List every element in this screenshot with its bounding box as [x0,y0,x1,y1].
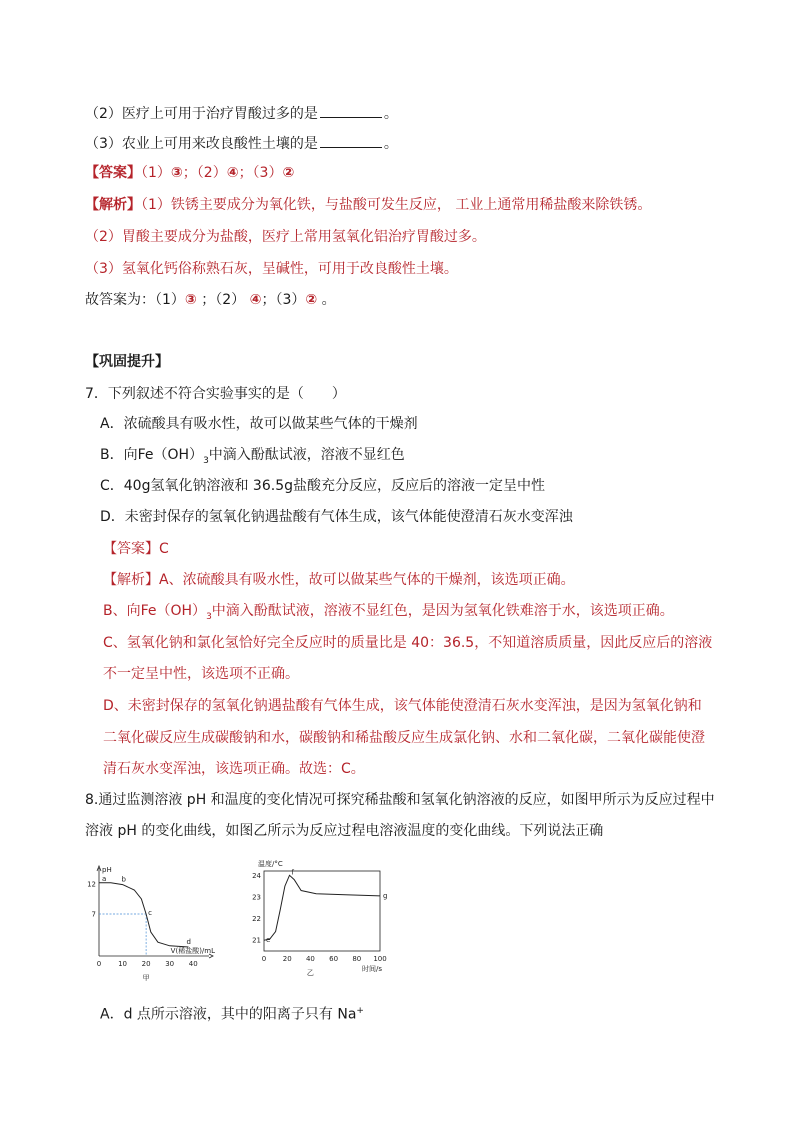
explanation-d-1: D、未密封保存的氢氧化钠遇盐酸有气体生成，该气体能使澄清石灰水变浑浊，是因为氢氧化钠和 [103,698,702,714]
x-tick-label: 20 [282,955,292,963]
point-label-g: g [383,891,388,900]
y-tick-label: 7 [91,910,96,919]
chart-caption: 甲 [142,974,150,982]
question-3: （3）农业上可用来改良酸性土壤的是 。 [85,136,398,152]
ph-chart [85,862,250,984]
point-label-b: b [121,875,127,884]
x-tick-label: 40 [188,960,198,968]
question-8-line-1: 8.通过监测溶液 pH 和温度的变化情况可探究稀盐酸和氢氧化钠溶液的反应，如图甲所示为反应过程中 [85,792,715,808]
temperature-curve [264,875,380,940]
explanation-a: 【解析】A、浓硫酸具有吸水性，故可以做某些气体的干燥剂，该选项正确。 [103,572,575,588]
x-tick-label: 80 [352,955,362,963]
point-label-c: c [148,909,152,917]
option-d: D．未密封保存的氢氧化钠遇盐酸有气体生成，该气体能使澄清石灰水变浑浊 [100,509,573,525]
y-tick-label: 23 [252,893,261,902]
x-tick-label: 0 [96,960,102,968]
x-tick-label: 0 [261,955,267,963]
x-tick-label: 10 [118,960,128,968]
answer-blank[interactable] [320,105,382,118]
y-axis-label: 温度/°C [258,860,283,868]
explanation-d-2: 二氧化碳反应生成碳酸钠和水，碳酸钠和稀盐酸反应生成氯化钠、水和二氧化碳，二氧化碳能使澄 [103,730,705,746]
explanation-c-2: 不一定呈中性，该选项不正确。 [103,666,299,682]
x-tick-label: 100 [373,955,387,963]
y-axis-label: pH [102,866,112,874]
x-tick-label: 30 [165,960,175,968]
point-label-f: f [291,868,294,877]
y-tick-label: 12 [87,880,96,889]
point-label-a: a [102,874,107,883]
question-8-line-2: 溶液 pH 的变化曲线，如图乙所示为反应过程电溶液温度的变化曲线。下列说法正确 [85,823,604,839]
x-axis-label: 时间/s [362,965,383,973]
option-a: A．浓硫酸具有吸水性，故可以做某些气体的干燥剂 [100,416,418,432]
final-answer: 故答案为：（1）③ ；（2） ④；（3）② 。 [85,292,336,308]
explanation-1: 【解析】（1）铁锈主要成分为氧化铁，与盐酸可发生反应， 工业上通常用稀盐酸来除铁锈。 [85,197,652,213]
answer-line: 【答案】C [103,541,169,557]
x-tick-label: 40 [305,955,315,963]
explanation-2: （2）胃酸主要成分为盐酸，医疗上常用氢氧化铝治疗胃酸过多。 [85,229,486,245]
question-7: 7．下列叙述不符合实验事实的是（ ） [85,386,346,402]
explanation-c-1: C、氢氧化钠和氯化氢恰好完全反应时的质量比是 40：36.5，不知道溶质质量，因此反应后的溶液 [103,635,713,651]
option-b: B．向$Fe(OH)_3$中滴入酚酞试液，溶液不显红色 [100,447,405,466]
explanation-b: B、向$Fe(OH)_3$中滴入酚酞试液，溶液不显红色，是因为氢氧化铁难溶于水，该选项正确。 [103,603,674,622]
ph-curve [99,883,189,947]
answer-line: 【答案】（1）③；（2）④；（3）② [85,165,295,181]
y-tick-label: 22 [252,915,261,924]
y-tick-label: 21 [252,936,261,945]
plot-frame [264,871,380,951]
point-label-d: d [186,938,191,946]
explanation-3: （3）氢氧化钙俗称熟石灰，呈碱性，可用于改良酸性土壤。 [85,261,458,277]
answer-blank[interactable] [320,135,382,148]
point-label-e: e [266,936,271,945]
x-tick-label: 60 [329,955,339,963]
y-tick-label: 24 [252,871,261,880]
x-tick-label: 20 [141,960,151,968]
temperature-chart [242,855,392,983]
chart-caption: 乙 [306,969,314,977]
option-c: C．40g氢氧化钠溶液和 36.5g盐酸充分反应，反应后的溶液一定呈中性 [100,478,545,494]
x-axis-label: V(稀盐酸)/mL [170,947,215,955]
explanation-d-3: 清石灰水变浑浊，该选项正确。故选：C。 [103,761,365,777]
question-8-option-a: A．d 点所示溶液，其中的阳离子只有 Na+ [100,1006,364,1023]
section-heading: 【巩固提升】 [85,354,169,370]
question-2: （2）医疗上可用于治疗胃酸过多的是 。 [85,106,398,122]
